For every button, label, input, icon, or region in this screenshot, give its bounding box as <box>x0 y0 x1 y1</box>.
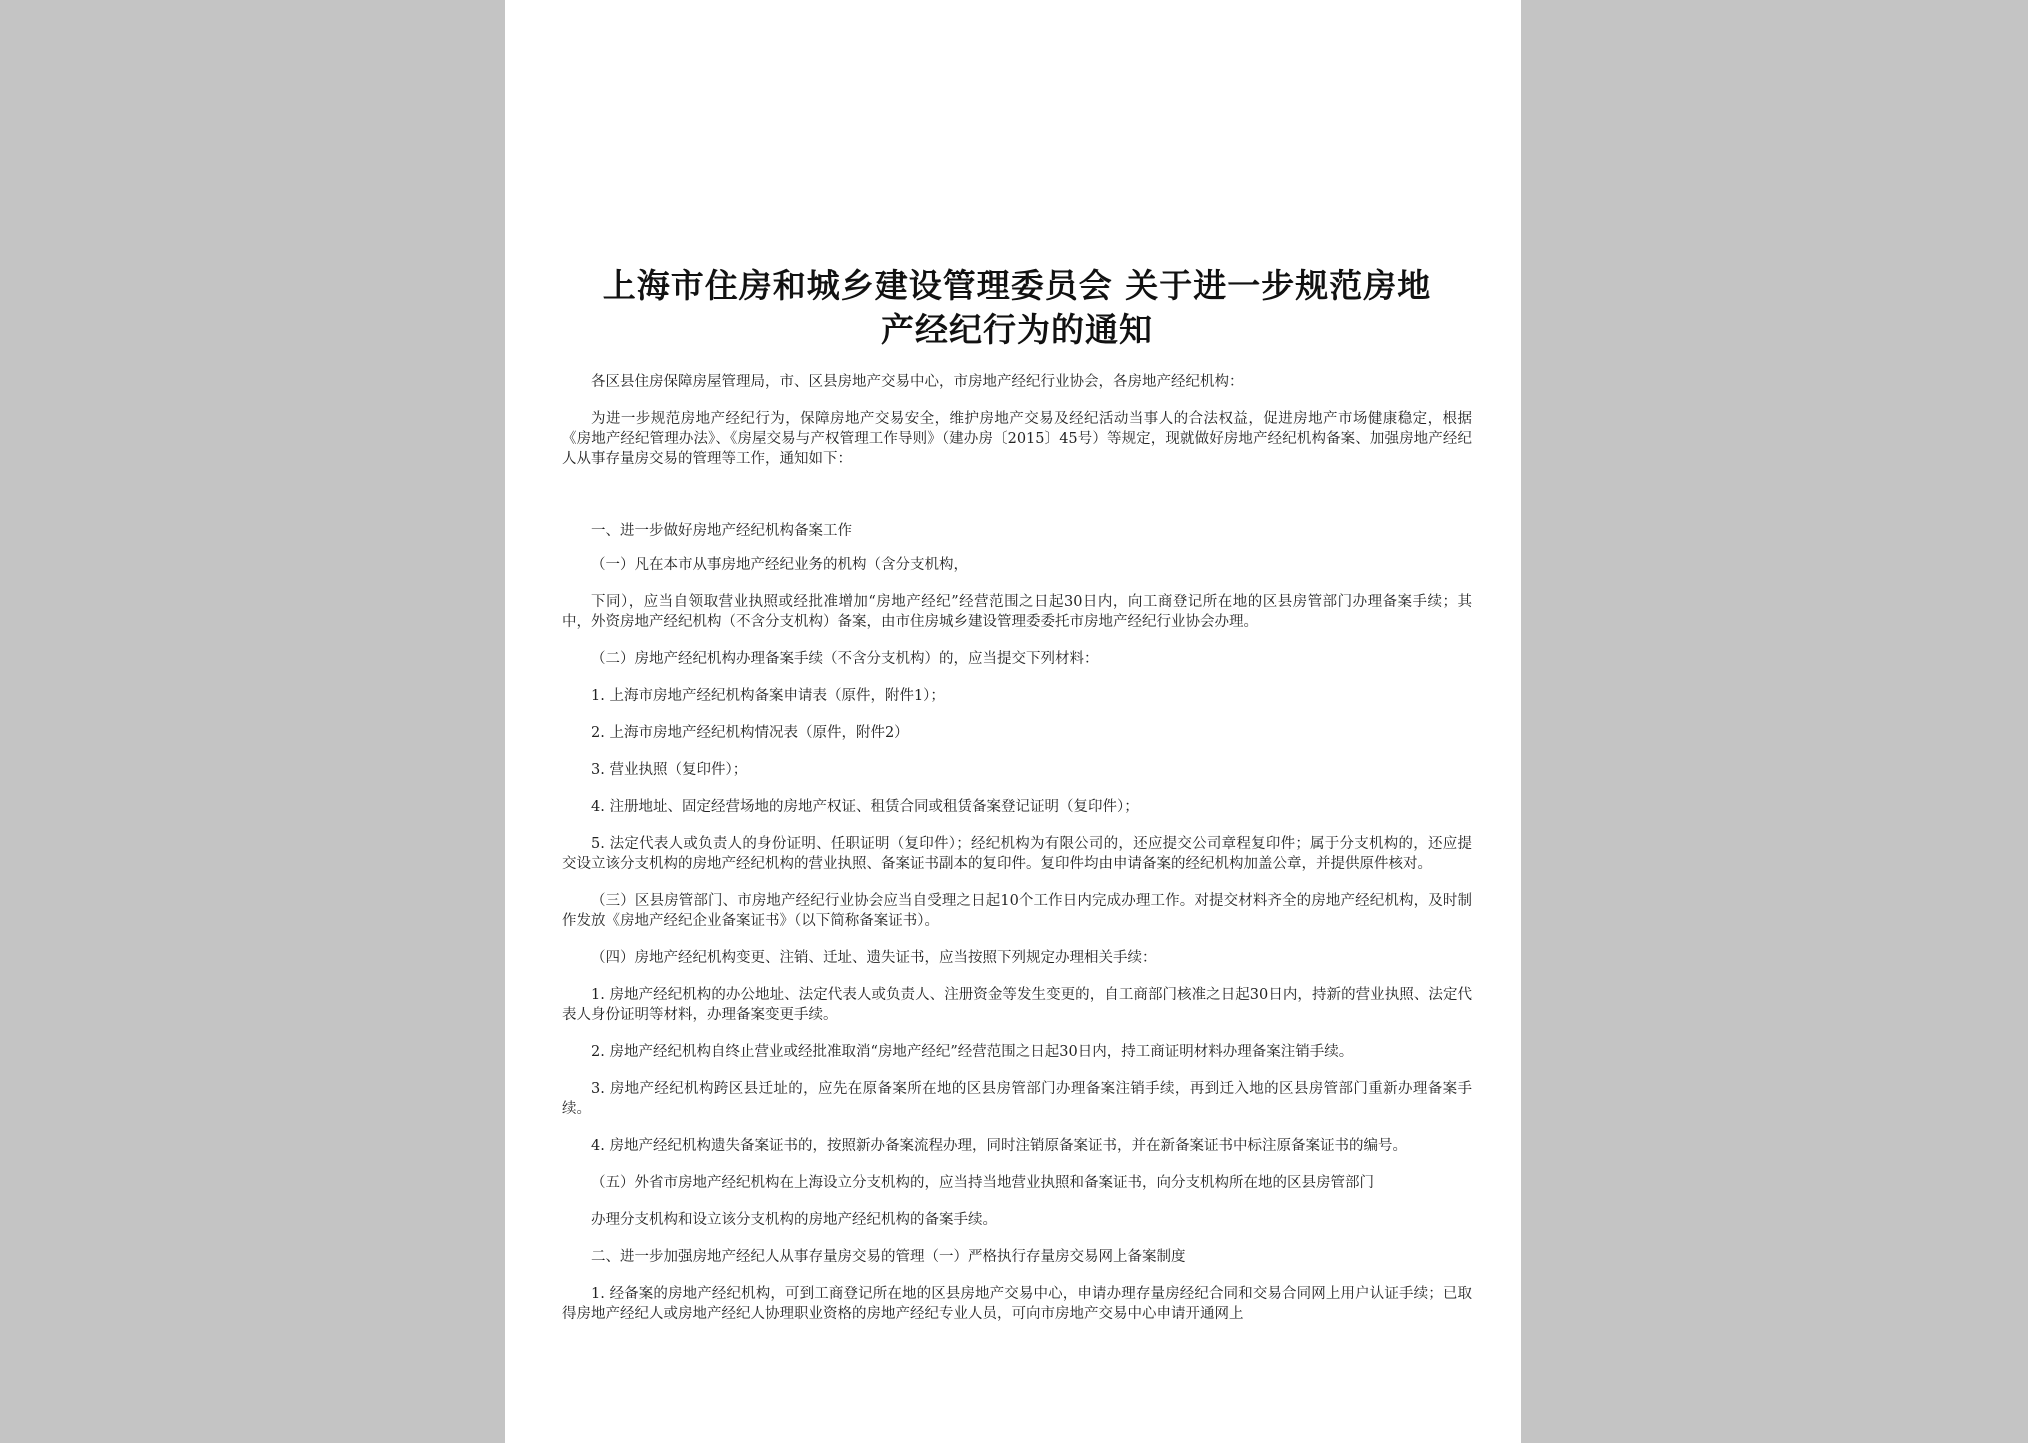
document-title <box>562 264 1472 352</box>
list-item-paragraph: 3. 营业执照（复印件）； <box>591 762 748 778</box>
document-body <box>562 372 1472 1324</box>
list-item-paragraph: 4. 房地产经纪机构遗失备案证书的，按照新办备案流程办理，同时注销原备案证书，并在新备案证书中标注原备案证书的编号。 <box>591 1138 1407 1154</box>
list-item-paragraph: 1. 房地产经纪机构的办公地址、法定代表人或负责人、注册资金等发生变更的，自工商部门核准之日起30日内，持新的营业执照、法定代表人身份证明等材料，办理备案变更手续。 <box>562 987 1472 1023</box>
section-heading: 二、进一步加强房地产经纪人从事存量房交易的管理（一）严格执行存量房交易网上备案制度 <box>591 1249 1186 1265</box>
body-paragraph: （五）外省市房地产经纪机构在上海设立分支机构的，应当持当地营业执照和备案证书，向分支机构所在地的区县房管部门 <box>591 1175 1374 1191</box>
document-title-line: 上海市住房和城乡建设管理委员会 关于进一步规范房地 <box>602 266 1432 305</box>
body-paragraph: （一）凡在本市从事房地产经纪业务的机构（含分支机构， <box>591 557 968 573</box>
list-item-paragraph: 3. 房地产经纪机构跨区县迁址的，应先在原备案所在地的区县房管部门办理备案注销手续，再到迁入地的区县房管部门重新办理备案手续。 <box>562 1081 1472 1117</box>
body-paragraph: （二）房地产经纪机构办理备案手续（不含分支机构）的，应当提交下列材料： <box>591 651 1099 667</box>
body-paragraph: 下同），应当自领取营业执照或经批准增加“房地产经纪”经营范围之日起30日内，向工商登记所在地的区县房管部门办理备案手续；其中，外资房地产经纪机构（不含分支机构）备案，由市住房城乡建设管理委委托市房地产经纪行业协会办理。 <box>562 594 1472 630</box>
list-item-paragraph: 4. 注册地址、固定经营场地的房地产权证、租赁合同或租赁备案登记证明（复印件）； <box>591 799 1139 815</box>
list-item-paragraph: 2. 房地产经纪机构自终止营业或经批准取消“房地产经纪”经营范围之日起30日内，持工商证明材料办理备案注销手续。 <box>591 1044 1354 1060</box>
list-item-paragraph: 2. 上海市房地产经纪机构情况表（原件，附件2） <box>591 725 909 741</box>
body-paragraph: 办理分支机构和设立该分支机构的房地产经纪机构的备案手续。 <box>591 1212 997 1228</box>
document-content <box>562 264 1472 1324</box>
document-page <box>505 0 1521 1443</box>
intro-paragraph: 为进一步规范房地产经纪行为，保障房地产交易安全，维护房地产交易及经纪活动当事人的合法权益，促进房地产市场健康稳定，根据《房地产经纪管理办法》、《房屋交易与产权管理工作导则》（建办房〔2015〕45号）等规定，现就做好房地产经纪机构备案、加强房地产经纪人从事存量房交易的管理等工作，通知如下： <box>562 411 1472 467</box>
list-item-paragraph: 1. 上海市房地产经纪机构备案申请表（原件，附件1）； <box>591 688 945 704</box>
section-heading: 一、进一步做好房地产经纪机构备案工作 <box>591 523 852 539</box>
document-title-line: 产经纪行为的通知 <box>881 310 1153 349</box>
body-paragraph: （三）区县房管部门、市房地产经纪行业协会应当自受理之日起10个工作日内完成办理工作。对提交材料齐全的房地产经纪机构，及时制作发放《房地产经纪企业备案证书》（以下简称备案证书）。 <box>562 893 1472 929</box>
list-item-paragraph: 5. 法定代表人或负责人的身份证明、任职证明（复印件）；经纪机构为有限公司的，还应提交公司章程复印件；属于分支机构的，还应提交设立该分支机构的房地产经纪机构的营业执照、备案证书副本的复印件。复印件均由申请备案的经纪机构加盖公章，并提供原件核对。 <box>562 836 1472 872</box>
body-paragraph: （四）房地产经纪机构变更、注销、迁址、遗失证书，应当按照下列规定办理相关手续： <box>591 950 1157 966</box>
list-item-paragraph: 1. 经备案的房地产经纪机构，可到工商登记所在地的区县房地产交易中心，申请办理存量房经纪合同和交易合同网上用户认证手续；已取得房地产经纪人或房地产经纪人协理职业资格的房地产经纪专业人员，可向市房地产交易中心申请开通网上 <box>562 1286 1472 1322</box>
salutation-paragraph: 各区县住房保障房屋管理局，市、区县房地产交易中心，市房地产经纪行业协会，各房地产经纪机构： <box>591 374 1244 390</box>
